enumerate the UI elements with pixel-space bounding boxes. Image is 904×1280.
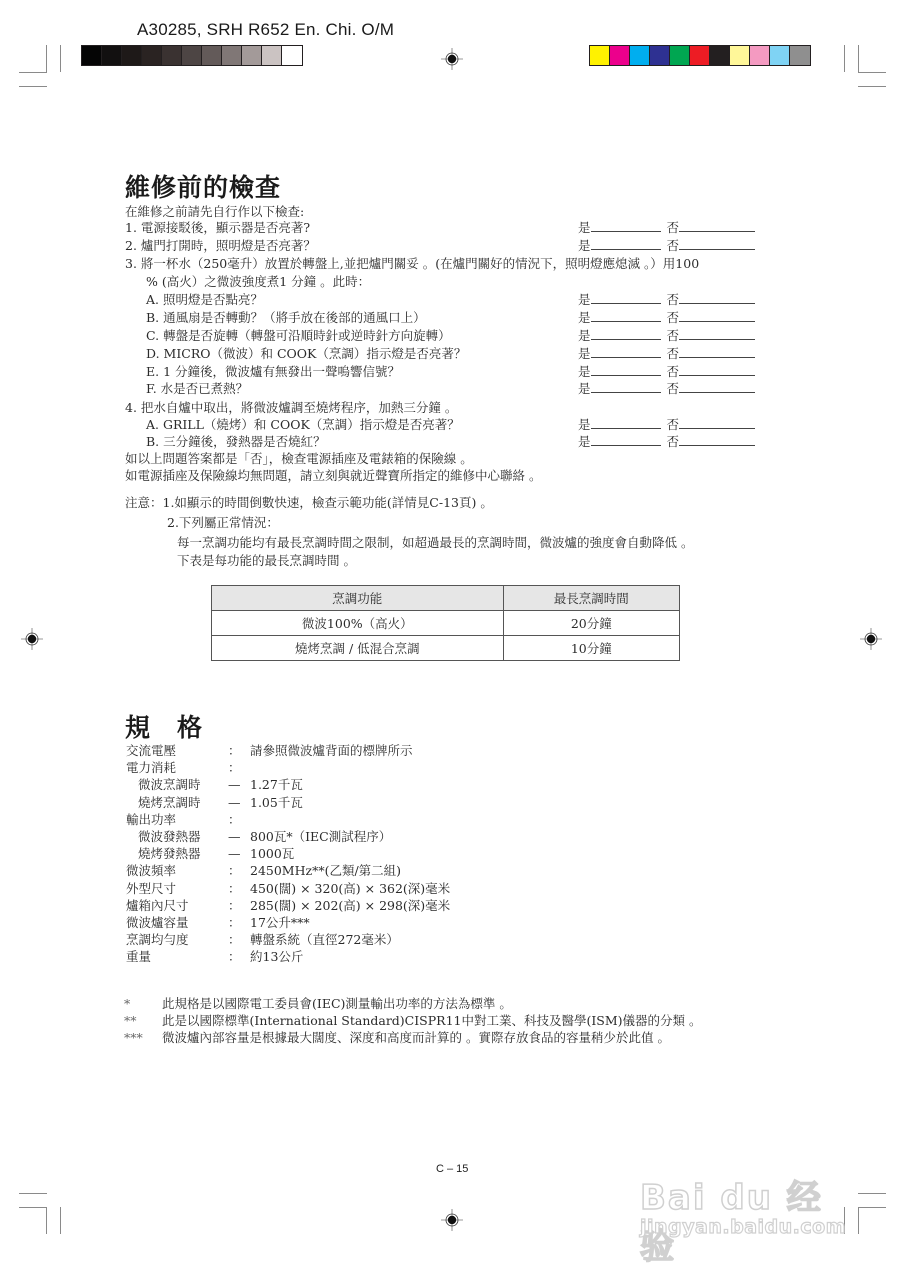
color-swatch [82,46,102,65]
spec-row [126,742,413,759]
color-swatch [770,46,790,65]
yes-label: 是 [578,434,591,449]
note-3: 每一烹調功能均有最長烹調時間之限制，如超過最長的烹調時間，微波爐的強度會自動降低 。 [177,535,694,550]
crop-mark [858,45,859,72]
crop-mark [844,45,845,72]
yes-label: 是 [578,328,591,343]
registration-mark-icon [860,628,882,650]
spec-value: 請參照微波爐背面的標牌所示 [250,743,413,758]
spec-separator: — [228,777,241,793]
check-item: E. 1 分鐘後，微波爐有無發出一聲嗚響信號？ [146,364,400,379]
no-label: 否 [666,310,680,325]
color-swatch [630,46,650,65]
note-4: 下表是每功能的最長烹調時間 。 [177,553,356,568]
spec-label: 微波頻率 [126,863,177,879]
spec-row [126,948,303,965]
yes-no-answer-field [578,327,755,344]
no-blank[interactable] [679,219,755,232]
no-label: 否 [666,328,680,343]
no-label: 否 [666,364,680,379]
spec-row [126,845,294,862]
crop-mark [858,72,886,73]
spec-row [126,897,450,914]
table-cell: 燒烤烹調 / 低混合烹調 [212,636,504,661]
footnote-mark: *** [124,1030,143,1045]
color-swatch [730,46,750,65]
crop-mark [858,1207,886,1208]
spec-value: 1.27千瓦 [250,777,303,793]
registration-mark-icon [441,1209,463,1231]
spec-separator: — [228,846,241,862]
spec-value: 轉盤系統（直徑272毫米） [250,932,399,948]
spec-value: 450(闊) × 320(高) × 362(深)毫米 [250,880,451,896]
check-item: B. 通風扇是否轉動？（將手放在後部的通風口上） [146,310,426,325]
check-item: 4. 把水自爐中取出，將微波爐調至燒烤程序，加熱三分鐘 。 [125,400,458,415]
table-row [212,636,680,661]
precheck-outro-2: 如電源插座及保險線均無問題，請立刻與就近聲寶所指定的維修中心聯絡 。 [125,468,542,483]
spec-value: 17公升*** [250,915,310,930]
spec-value: 2450MHz**(乙類/第二組) [250,863,402,879]
footnote [124,1012,702,1029]
footnote [124,1029,670,1046]
check-item: A. GRILL（燒烤）和 COOK（烹調）指示燈是否亮著？ [146,417,460,432]
spec-separator: ： [228,743,241,758]
spec-label: 微波發熱器 [138,829,201,844]
check-item: D. MICRO（微波）和 COOK（烹調）指示燈是否亮著？ [146,346,467,361]
color-swatch [282,46,302,65]
yes-label: 是 [578,238,591,253]
spec-value: 約13公斤 [250,949,304,965]
spec-separator: ： [228,897,241,913]
yes-blank[interactable] [591,309,661,322]
spec-row [126,776,303,793]
precheck-intro: 在維修之前請先自行作以下檢查: [125,204,305,219]
spec-separator: — [228,794,241,810]
spec-label: 微波烹調時 [138,777,201,793]
no-blank[interactable] [679,309,755,322]
color-swatch [690,46,710,65]
footnote-mark: * [124,996,131,1011]
color-swatch [122,46,142,65]
spec-separator: ： [228,880,241,896]
no-blank[interactable] [679,291,755,304]
footnote-mark: ** [124,1013,137,1028]
no-blank[interactable] [679,327,755,340]
yes-label: 是 [578,417,591,432]
spec-row [126,811,250,828]
watermark-logo: Bai du 经验 [640,1178,823,1267]
spec-value: 285(闊) × 202(高) × 298(深)毫米 [250,897,451,913]
color-swatch [222,46,242,65]
spec-label: 交流電壓 [126,743,177,758]
yes-label: 是 [578,346,591,361]
yes-blank[interactable] [591,363,661,376]
spec-row [126,759,250,776]
document-code: A30285, SRH R652 En. Chi. O/M [137,20,395,39]
footnote-text: 微波爐內部容量是根據最大闊度、深度和高度而計算的 。實際存放食品的容量稍少於此值 。 [162,1030,670,1045]
color-swatch [202,46,222,65]
yes-blank[interactable] [591,416,661,429]
spec-value: 800瓦*（IEC測試程序） [250,829,392,844]
no-label: 否 [666,381,680,396]
crop-mark [19,1207,47,1208]
color-swatch [142,46,162,65]
yes-no-answer-field [578,291,755,308]
yes-blank[interactable] [591,345,661,358]
crop-mark [19,86,47,87]
note-1: 注意：1.如顯示的時間倒數快速，檢查示範功能(詳情見C-13頁) 。 [125,495,493,510]
yes-no-answer-field [578,345,755,362]
yes-label: 是 [578,310,591,325]
no-label: 否 [666,292,680,307]
spec-label: 重量 [126,949,152,965]
no-blank[interactable] [679,237,755,250]
yes-no-answer-field [578,363,755,380]
crop-mark [60,1207,61,1234]
yes-blank[interactable] [591,327,661,340]
check-item: F. 水是否已煮熱？ [146,381,249,396]
no-blank[interactable] [679,416,755,429]
spec-row [126,862,401,879]
spec-label: 燒烤發熱器 [138,846,201,862]
crop-mark [19,1193,47,1194]
no-label: 否 [666,346,680,361]
check-item: B. 三分鐘後，發熱器是否燒紅？ [146,434,326,449]
color-swatch [242,46,262,65]
registration-mark-icon [441,48,463,70]
footnote-text: 此規格是以國際電工委員會(IEC)測量輸出功率的方法為標準 。 [162,996,512,1011]
footnote [124,995,512,1012]
no-blank[interactable] [679,363,755,376]
table-header-max-time: 最長烹調時間 [503,586,679,611]
yes-no-answer-field [578,416,755,433]
no-label: 否 [666,417,680,432]
spec-value: 1000瓦 [250,846,295,862]
spec-row [126,880,450,897]
crop-mark [60,45,61,72]
table-cell: 微波100%（高火） [212,611,504,636]
color-swatch [182,46,202,65]
precheck-outro-1: 如以上問題答案都是「否」，檢查電源插座及電錶箱的保險線 。 [125,451,473,466]
color-swatch [670,46,690,65]
yes-label: 是 [578,292,591,307]
spec-row [126,914,310,931]
spec-label: 電力消耗 [126,760,177,776]
yes-no-answer-field [578,219,755,236]
registration-mark-icon [21,628,43,650]
yes-no-answer-field [578,380,755,397]
check-item: 3. 將一杯水（250毫升）放置於轉盤上,並把爐門關妥 。(在爐門關好的情況下，照明燈應熄滅 。）用100 [125,256,700,271]
check-item: A. 照明燈是否點亮？ [146,292,263,307]
color-swatch [162,46,182,65]
no-label: 否 [666,220,680,235]
note-2: 2.下列屬正常情況： [167,515,279,530]
spec-separator: ： [228,949,241,965]
color-swatch [590,46,610,65]
spec-label: 烹調均勻度 [126,932,189,948]
crop-mark [46,45,47,72]
no-blank[interactable] [679,345,755,358]
no-blank[interactable] [679,433,755,446]
footnote-text: 此是以國際標準(International Standard)CISPR11中對工業、科技及醫學(ISM)儀器的分類 。 [162,1013,702,1028]
max-cooking-time-table [211,585,680,661]
table-cell: 10分鐘 [503,636,679,661]
spec-row [126,931,399,948]
check-item: 1. 電源接駁後，顯示器是否亮著? [125,220,311,235]
baidu-watermark [640,1150,850,1267]
table-header-function: 烹調功能 [212,586,504,611]
check-item: 2. 爐門打開時，照明燈是否亮著？ [125,238,316,253]
no-label: 否 [666,434,680,449]
color-swatch [710,46,730,65]
yes-blank[interactable] [591,219,661,232]
crop-mark [858,1193,886,1194]
spec-separator: ： [228,811,241,827]
yes-no-answer-field [578,237,755,254]
spec-label: 微波爐容量 [126,915,189,930]
yes-no-answer-field [578,433,755,450]
crop-mark [19,72,47,73]
check-item: C. 轉盤是否旋轉（轉盤可沿順時針或逆時針方向旋轉） [146,328,451,343]
crop-mark [858,86,886,87]
grayscale-calibration-bar [81,45,303,66]
precheck-title: 維修前的檢查 [125,173,282,202]
spec-label: 輸出功率 [126,811,177,827]
spec-separator: ： [228,760,241,776]
color-swatch [750,46,770,65]
color-swatch [790,46,810,65]
crop-mark [46,1207,47,1234]
yes-label: 是 [578,220,591,235]
spec-label: 爐箱內尺寸 [126,897,189,913]
yes-blank[interactable] [591,380,661,393]
specs-title: 規 格 [125,713,204,742]
spec-row [126,794,303,811]
color-swatch [262,46,282,65]
spec-separator: ： [228,932,241,948]
spec-label: 燒烤烹調時 [138,794,201,810]
watermark-url: jingyan.baidu.com [640,1216,846,1238]
spec-separator: — [228,829,241,844]
table-cell: 20分鐘 [503,611,679,636]
spec-value: 1.05千瓦 [250,794,303,810]
color-swatch [102,46,122,65]
yes-blank[interactable] [591,237,661,250]
color-swatch [610,46,630,65]
yes-blank[interactable] [591,291,661,304]
color-swatch [650,46,670,65]
color-calibration-bar [589,45,811,66]
no-blank[interactable] [679,380,755,393]
spec-separator: ： [228,863,241,879]
page-number: C – 15 [436,1163,469,1175]
no-label: 否 [666,238,680,253]
yes-blank[interactable] [591,433,661,446]
spec-row [126,828,391,845]
spec-separator: ： [228,915,241,930]
spec-label: 外型尺寸 [126,880,177,896]
yes-label: 是 [578,364,591,379]
yes-label: 是 [578,381,591,396]
table-row [212,611,680,636]
crop-mark [858,1207,859,1234]
check-item: % (高火）之微波強度煮1 分鐘 。此時： [146,274,371,289]
yes-no-answer-field [578,309,755,326]
